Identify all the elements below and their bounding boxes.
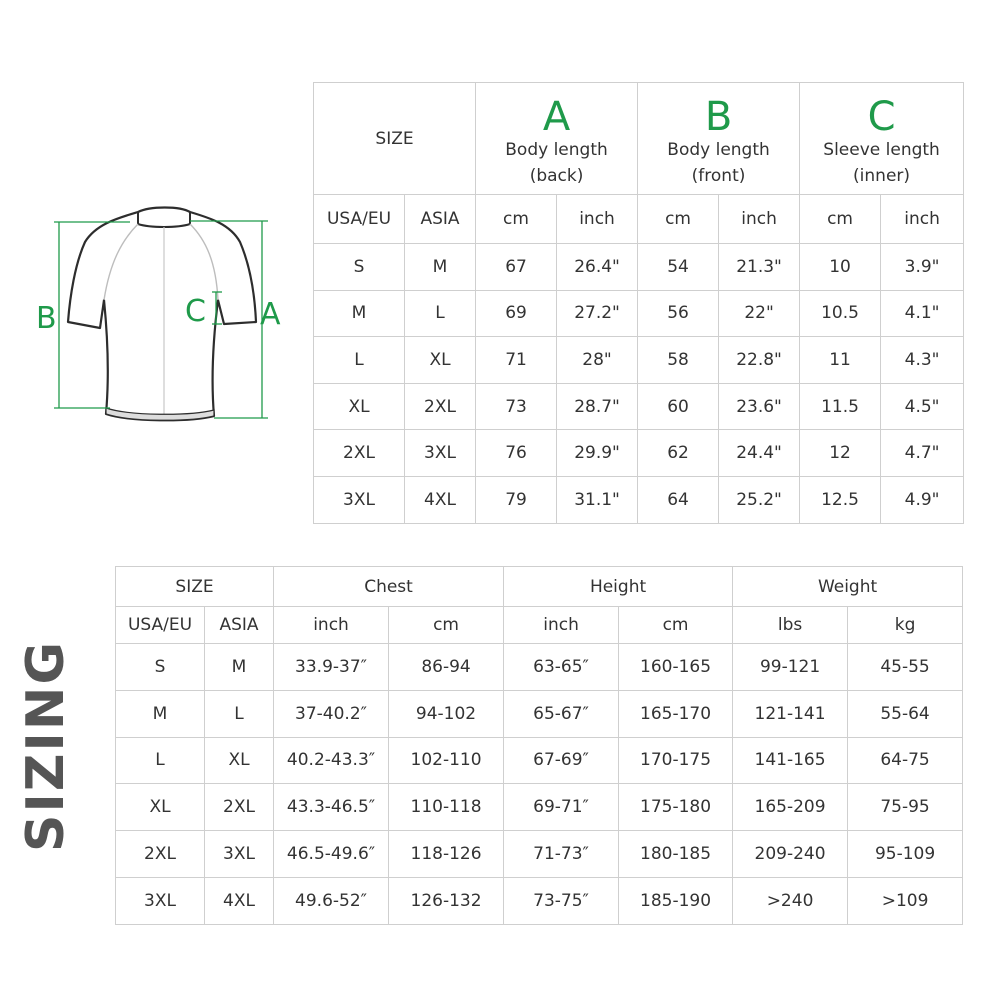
table-cell: 99-121 (733, 644, 848, 691)
table-cell: XL (116, 784, 205, 831)
table-cell: 69 (476, 290, 557, 337)
table-cell: 165-209 (733, 784, 848, 831)
label-b: B (36, 301, 57, 336)
body-header-row (116, 567, 963, 607)
table-cell: 185-190 (619, 877, 733, 924)
table-cell: 22.8" (719, 337, 800, 384)
table-cell: 46.5-49.6″ (274, 831, 389, 878)
table-cell: 2XL (314, 430, 405, 477)
table-cell: M (314, 290, 405, 337)
table-cell: 37-40.2″ (274, 690, 389, 737)
garment-subheader-row (314, 195, 964, 244)
table-cell: XL (314, 383, 405, 430)
table-cell: L (314, 337, 405, 384)
table-cell: L (116, 737, 205, 784)
table-row (314, 290, 964, 337)
table-cell: M (405, 244, 476, 291)
table-cell: 73-75″ (504, 877, 619, 924)
column-a-header (476, 83, 638, 195)
table-cell: 2XL (116, 831, 205, 878)
table-cell: 121-141 (733, 690, 848, 737)
table-cell: 71 (476, 337, 557, 384)
column-name: Body length (667, 139, 770, 160)
table-cell: 71-73″ (504, 831, 619, 878)
subheader-cell: cm (800, 195, 881, 244)
subheader-cell: lbs (733, 607, 848, 644)
table-cell: 4.9" (881, 476, 964, 523)
table-cell: 11 (800, 337, 881, 384)
table-cell: 165-170 (619, 690, 733, 737)
table-cell: 110-118 (389, 784, 504, 831)
table-cell: 26.4" (557, 244, 638, 291)
table-row (314, 244, 964, 291)
column-name: Sleeve length (823, 139, 940, 160)
table-cell: 69-71″ (504, 784, 619, 831)
table-cell: >109 (848, 877, 963, 924)
column-letter: C (867, 93, 896, 140)
table-row (116, 737, 963, 784)
table-cell: 23.6" (719, 383, 800, 430)
garment-table-body (314, 244, 964, 524)
table-cell: 21.3" (719, 244, 800, 291)
table-cell: 67-69″ (504, 737, 619, 784)
table-cell: 12 (800, 430, 881, 477)
table-cell: 58 (638, 337, 719, 384)
body-table-body (116, 644, 963, 925)
table-cell: 2XL (205, 784, 274, 831)
table-cell: 4.1" (881, 290, 964, 337)
table-cell: 55-64 (848, 690, 963, 737)
table-cell: XL (205, 737, 274, 784)
table-cell: 67 (476, 244, 557, 291)
table-cell: S (314, 244, 405, 291)
table-row (116, 784, 963, 831)
table-cell: 64 (638, 476, 719, 523)
table-cell: 118-126 (389, 831, 504, 878)
table-row (116, 690, 963, 737)
table-cell: 76 (476, 430, 557, 477)
subheader-cell: inch (504, 607, 619, 644)
table-cell: 64-75 (848, 737, 963, 784)
column-note: (inner) (853, 165, 911, 186)
table-cell: 180-185 (619, 831, 733, 878)
subheader-cell: kg (848, 607, 963, 644)
size-header: SIZE (314, 83, 476, 195)
body-subheader-row (116, 607, 963, 644)
table-cell: 4.3" (881, 337, 964, 384)
table-cell: 2XL (405, 383, 476, 430)
table-cell: 79 (476, 476, 557, 523)
table-cell: 10 (800, 244, 881, 291)
table-row (314, 383, 964, 430)
table-cell: 3XL (205, 831, 274, 878)
table-cell: 60 (638, 383, 719, 430)
table-cell: 4.7" (881, 430, 964, 477)
table-cell: S (116, 644, 205, 691)
table-cell: 56 (638, 290, 719, 337)
table-cell: 63-65″ (504, 644, 619, 691)
table-cell: 102-110 (389, 737, 504, 784)
table-cell: 33.9-37″ (274, 644, 389, 691)
table-cell: 126-132 (389, 877, 504, 924)
table-cell: 29.9" (557, 430, 638, 477)
table-cell: 22" (719, 290, 800, 337)
column-letter: B (704, 93, 733, 140)
table-cell: 170-175 (619, 737, 733, 784)
column-c-header (800, 83, 964, 195)
subheader-cell: cm (638, 195, 719, 244)
table-cell: L (405, 290, 476, 337)
body-size-table (115, 566, 963, 925)
table-cell: 27.2" (557, 290, 638, 337)
jersey-outline (68, 208, 256, 421)
subheader-cell: ASIA (205, 607, 274, 644)
table-cell: 141-165 (733, 737, 848, 784)
table-cell: 40.2-43.3″ (274, 737, 389, 784)
subheader-cell: ASIA (405, 195, 476, 244)
weight-header: Weight (733, 567, 963, 607)
column-note: (back) (529, 165, 584, 186)
table-cell: 73 (476, 383, 557, 430)
subheader-cell: inch (719, 195, 800, 244)
label-a: A (260, 297, 281, 332)
table-cell: 28" (557, 337, 638, 384)
subheader-cell: cm (389, 607, 504, 644)
table-cell: >240 (733, 877, 848, 924)
column-name: Body length (505, 139, 608, 160)
table-cell: 25.2" (719, 476, 800, 523)
table-cell: 4XL (405, 476, 476, 523)
table-cell: 3XL (314, 476, 405, 523)
column-letter: A (542, 93, 571, 140)
table-row (116, 644, 963, 691)
subheader-cell: inch (274, 607, 389, 644)
table-row (116, 877, 963, 924)
subheader-cell: USA/EU (116, 607, 205, 644)
table-cell: 11.5 (800, 383, 881, 430)
table-cell: 86-94 (389, 644, 504, 691)
table-cell: 65-67″ (504, 690, 619, 737)
chest-header: Chest (274, 567, 504, 607)
garment-size-table (313, 82, 964, 524)
subheader-cell: inch (881, 195, 964, 244)
table-row (314, 430, 964, 477)
label-c: C (185, 294, 206, 329)
table-cell: 31.1" (557, 476, 638, 523)
table-row (116, 831, 963, 878)
table-cell: 95-109 (848, 831, 963, 878)
table-cell: L (205, 690, 274, 737)
table-row (314, 476, 964, 523)
subheader-cell: inch (557, 195, 638, 244)
size-header: SIZE (116, 567, 274, 607)
table-cell: 54 (638, 244, 719, 291)
column-note: (front) (691, 165, 746, 186)
table-cell: M (205, 644, 274, 691)
table-cell: 75-95 (848, 784, 963, 831)
table-cell: XL (405, 337, 476, 384)
table-cell: 175-180 (619, 784, 733, 831)
table-cell: 43.3-46.5″ (274, 784, 389, 831)
height-header: Height (504, 567, 733, 607)
table-cell: 209-240 (733, 831, 848, 878)
table-cell: 24.4" (719, 430, 800, 477)
table-cell: 10.5 (800, 290, 881, 337)
subheader-cell: cm (619, 607, 733, 644)
table-cell: 4.5" (881, 383, 964, 430)
jersey-diagram (30, 200, 300, 430)
table-cell: 28.7" (557, 383, 638, 430)
table-cell: 160-165 (619, 644, 733, 691)
subheader-cell: cm (476, 195, 557, 244)
table-cell: 3.9" (881, 244, 964, 291)
table-cell: 12.5 (800, 476, 881, 523)
table-cell: 45-55 (848, 644, 963, 691)
sizing-title: SIZING (16, 639, 76, 852)
table-cell: 4XL (205, 877, 274, 924)
table-cell: 3XL (405, 430, 476, 477)
table-cell: M (116, 690, 205, 737)
table-row (314, 337, 964, 384)
garment-header-row (314, 83, 964, 195)
table-cell: 3XL (116, 877, 205, 924)
table-cell: 49.6-52″ (274, 877, 389, 924)
table-cell: 62 (638, 430, 719, 477)
subheader-cell: USA/EU (314, 195, 405, 244)
column-b-header (638, 83, 800, 195)
table-cell: 94-102 (389, 690, 504, 737)
